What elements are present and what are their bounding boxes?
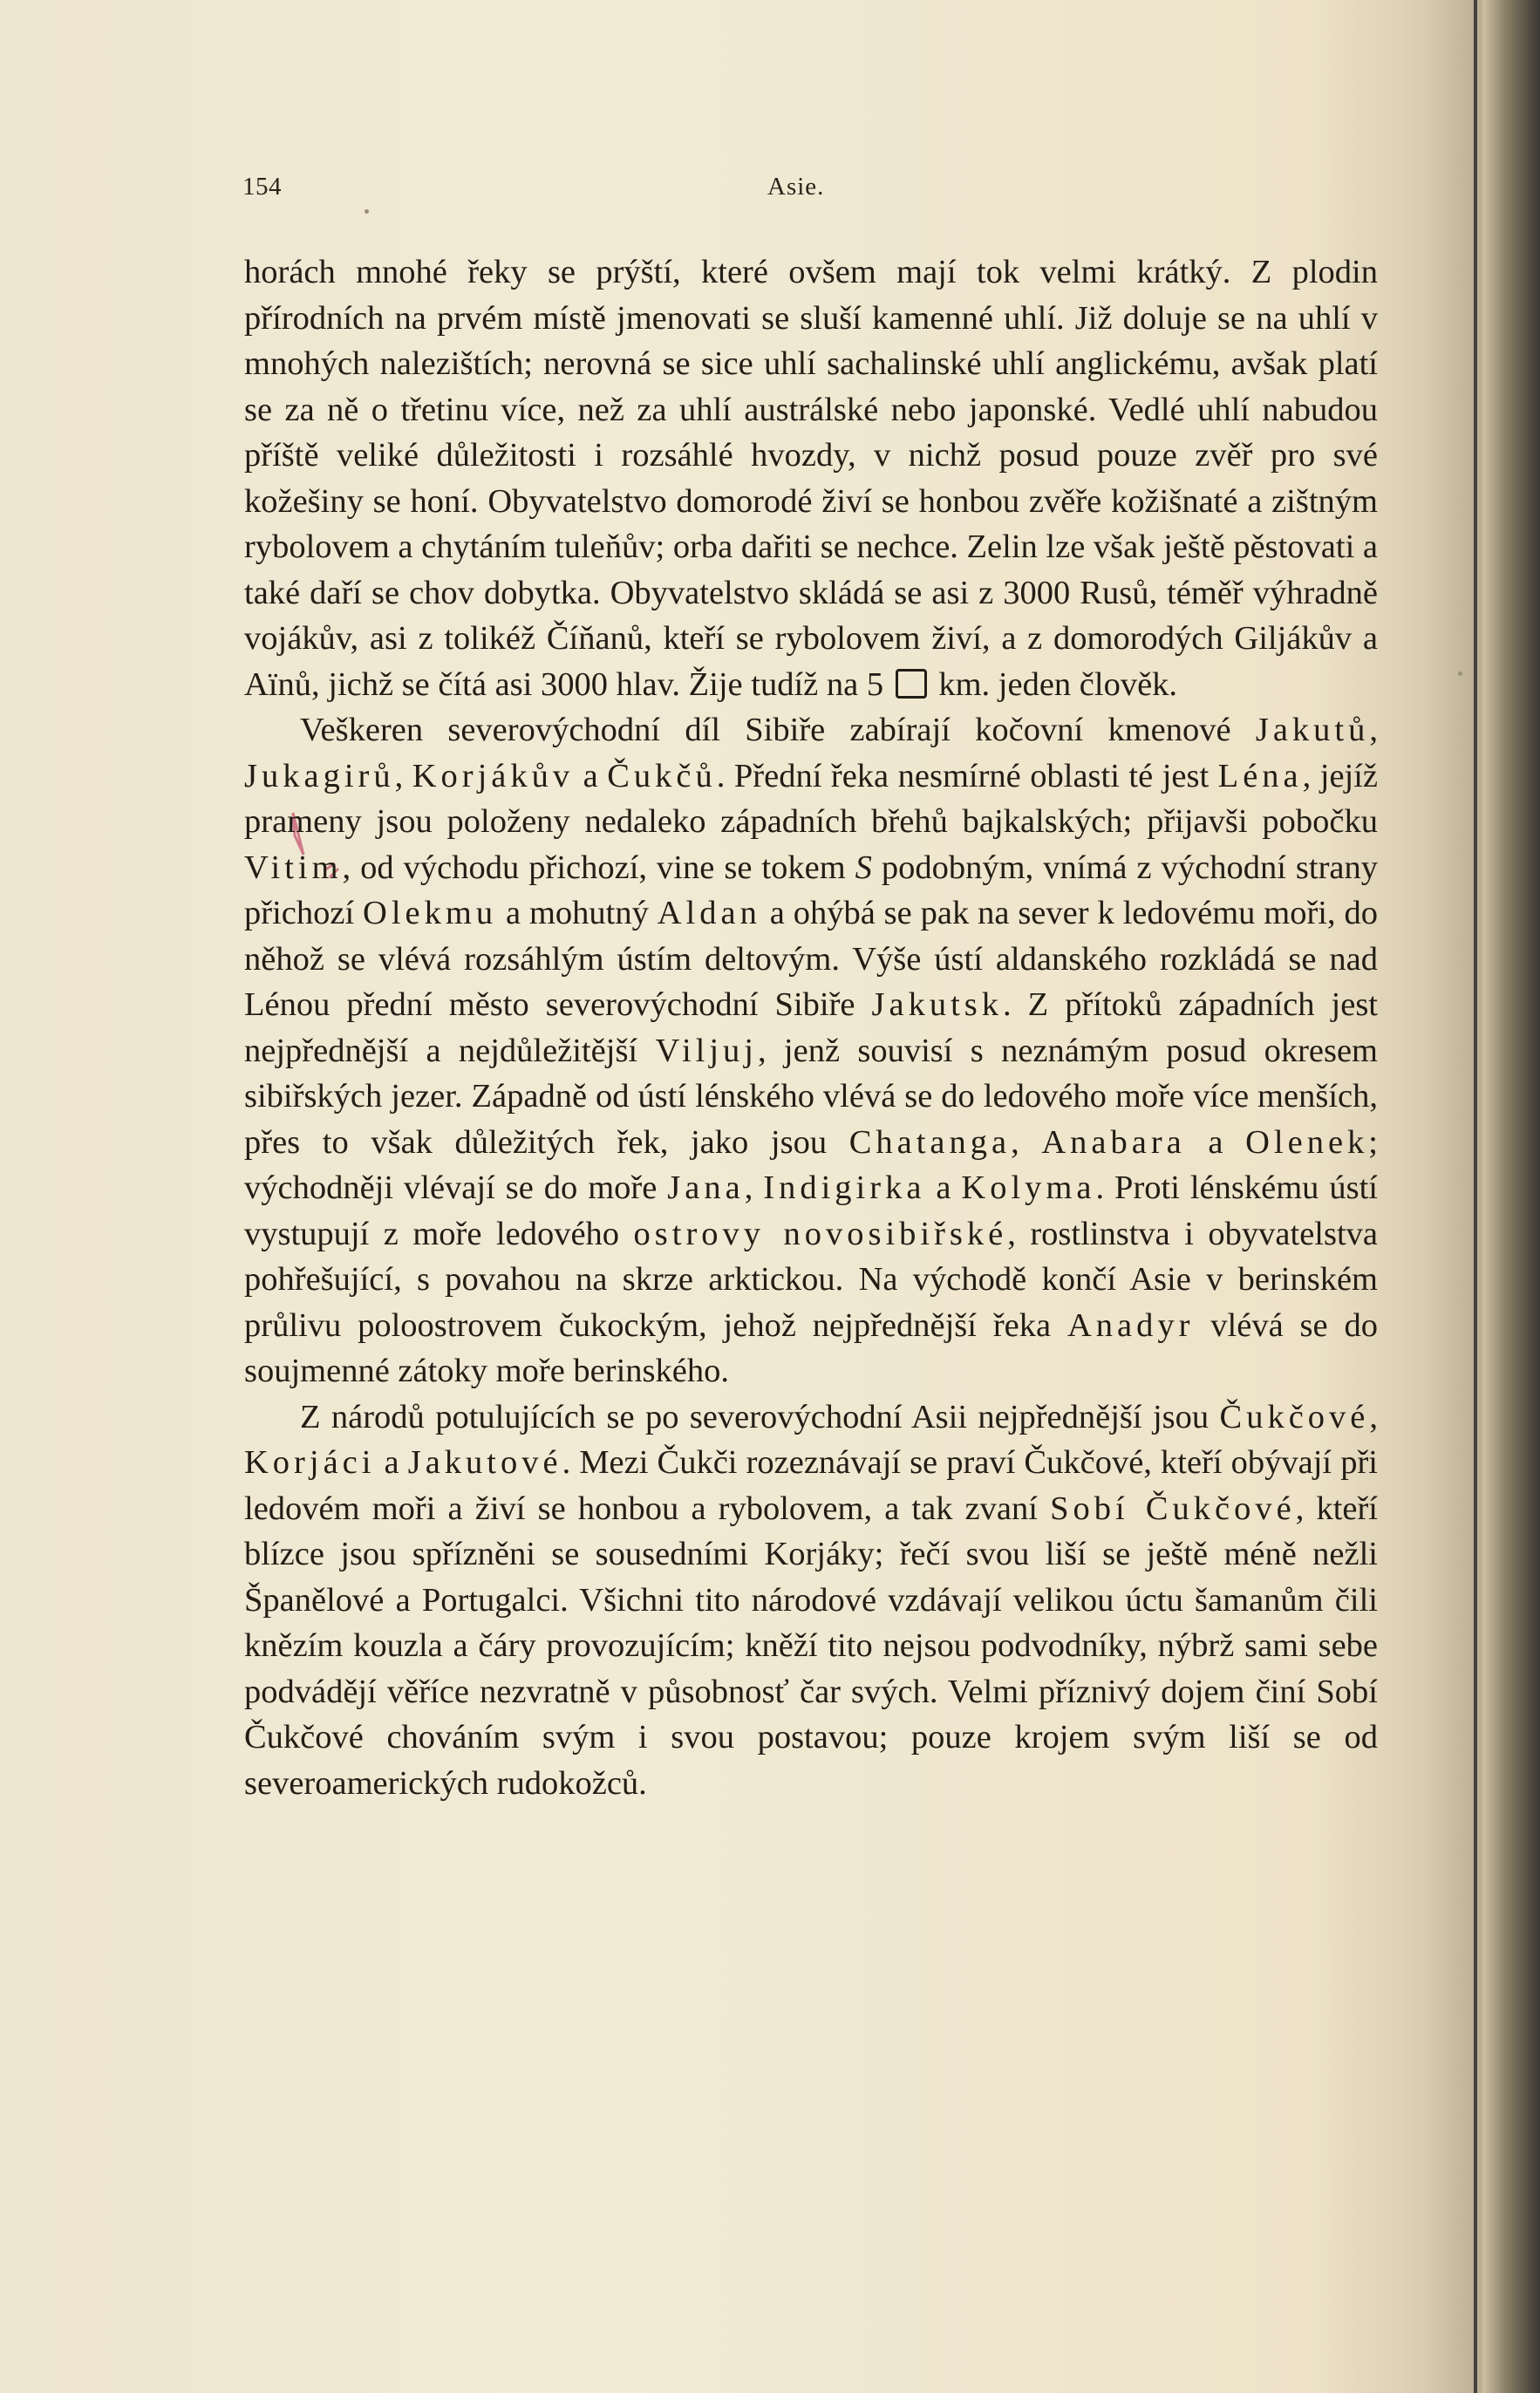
spaced-name: Olenek	[1245, 1123, 1369, 1161]
spaced-name: Jakutů	[1255, 712, 1370, 748]
spaced-name: Jana	[667, 1169, 745, 1206]
spaced-name: Anabara	[1041, 1123, 1186, 1161]
text-run: Z národů potulujících se po severovýchodní Asii nejpřednější jsou	[300, 1398, 1220, 1435]
text-run: a	[574, 757, 608, 794]
text-run: vlévá se do soujmenné zátoky moře berinského.	[244, 1306, 1378, 1389]
paragraph	[244, 707, 1378, 1394]
text-run: , kteří blízce jsou spřízněni se sousedními Korjáky; řečí svou liší se ještě méně nežli Španělové a Portugalci. Všichni tito národové vzdávají velikou úctu šamanům čili knězím kouzla a čáry provozujícím; kněží tito nejsou podvodníky, nýbrž sami sebe podvádějí věříce nezvratně v působnosť čar svých. Velmi příznivý dojem činí Sobí Čukčové chováním svým i svou postavou; pouze krojem svým liší se od severoamerických rudokožců.	[244, 1490, 1378, 1802]
spaced-name: Jukagirů	[244, 757, 395, 794]
spaced-name: Léna	[1217, 757, 1303, 794]
spaced-name: Olekmu	[363, 895, 498, 931]
text-run: horách mnohé řeky se prýští, které ovšem mají tok velmi krátký. Z plodin přírodních na prvém místě jmenovati se sluší kamenné uhlí. Již doluje se na uhlí v mnohých nalezištích; nerovná se sice uhlí sachalinské uhlí anglickému, avšak platí se za ně o třetinu více, než za uhlí austrálské nebo japonské. Vedlé uhlí nabudou příště veliké důležitosti i rozsáhlé hvozdy, v nichž posud pouze zvěř pro své kožešiny se honí. Obyvatelstvo domorodé živí se honbou zvěře kožišnaté a zištným rybolovem a chytáním tuleňův; orba dařiti se nechce. Zelin lze však ještě pěstovati a také daří se chov dobytka. Obyvatelstvo skládá se asi z 3000 Rusů, téměř výhradně vojákův, asi z tolikéž Číňanů, kteří se rybolovem živí, a z domorodých Giljákův a Aïnů, jichž se čítá asi 3000 hlav. Žije tudíž na 5	[244, 254, 1378, 703]
text-run: Veškeren severovýchodní díl Sibiře zabírají kočovní kmenové	[300, 712, 1256, 748]
text-run: . Proti lénskému ústí vystupují z moře ledového	[244, 1169, 1378, 1252]
body-text	[244, 249, 1378, 1806]
running-title: Asie.	[767, 173, 825, 201]
spaced-name: Viljuj	[655, 1032, 758, 1069]
text-run: ,	[1011, 1123, 1042, 1161]
italic-letter: S	[855, 849, 872, 886]
spaced-name: Korjákův	[412, 757, 575, 794]
text-run: a	[1185, 1123, 1246, 1161]
text-run: podobným, vnímá z východní strany přichozí	[244, 849, 1378, 931]
text-run: ; východněji vlévají se do moře	[244, 1123, 1378, 1206]
text-run: , jejíž prameny jsou položeny nedaleko západních břehů bajkalských; přijavši pobočku	[244, 757, 1379, 840]
paragraph	[244, 249, 1378, 707]
text-run: , jenž souvisí s neznámým posud okresem sibiřských jezer. Západně od ústí lénského vlévá se do ledového moře více menších, přes to však důležitých řek, jako jsou	[244, 1032, 1379, 1161]
text-run: ,	[1369, 712, 1378, 748]
text-run: ,	[1369, 1398, 1378, 1435]
text-run: . Přední řeka nesmírné oblasti té jest	[716, 757, 1218, 794]
text-run: , rostlinstva i obyvatelstva pohřešující, s povahou na skrze arktickou. Na východě končí Asie v berinském průlivu poloostrovem čukockým, jehož nejpřednější řeka	[244, 1215, 1378, 1344]
page-gutter	[1474, 0, 1477, 2393]
text-run: a	[375, 1444, 408, 1481]
text-run: . Mezi Čukči rozeznávají se praví Čukčové, kteří obývají při ledovém moři a živí se honbou a rybolovem, a tak zvaní	[244, 1444, 1378, 1527]
spaced-name: Anadyr	[1066, 1306, 1195, 1344]
text-run: a	[925, 1169, 962, 1206]
spaced-name: Indigirka	[763, 1169, 926, 1206]
spaced-name: Vitim	[244, 849, 343, 886]
spaced-name: Jakutové	[407, 1444, 562, 1481]
spaced-name: Chatanga	[848, 1123, 1012, 1161]
text-run: ,	[744, 1169, 764, 1206]
paper-speck	[1458, 672, 1462, 676]
text-run: , od východu přichozí, vine se tokem	[342, 849, 855, 886]
paper-speck	[365, 209, 369, 214]
spaced-name: Sobí Čukčové	[1050, 1490, 1296, 1527]
spaced-name: ostrovy novosibiřské	[633, 1215, 1008, 1252]
text-run: . Z přítoků západních jest nejpřednější a nejdůležitější	[244, 986, 1378, 1069]
text-run: a ohýbá se pak na sever k ledovému moři, do něhož se vlévá rozsáhlým ústím deltovým. Výše ústí aldanského rozkládá se nad Lénou přední město severovýchodní Sibiře	[244, 895, 1379, 1023]
spaced-name: Jakutsk	[871, 986, 1004, 1023]
book-spine	[1482, 0, 1540, 2393]
spaced-name: Korjáci	[244, 1444, 376, 1481]
paragraph	[244, 1394, 1378, 1807]
spaced-name: Kolyma	[961, 1169, 1096, 1206]
square-icon	[896, 669, 927, 699]
text-run: a mohutný	[497, 895, 658, 931]
text-run: km. jeden člověk.	[930, 665, 1178, 703]
spaced-name: Čukčů	[607, 757, 717, 794]
spaced-name: Čukčové	[1219, 1398, 1370, 1435]
text-run: ,	[394, 757, 412, 794]
page-number: 154	[242, 173, 282, 201]
spaced-name: Aldan	[657, 895, 761, 931]
